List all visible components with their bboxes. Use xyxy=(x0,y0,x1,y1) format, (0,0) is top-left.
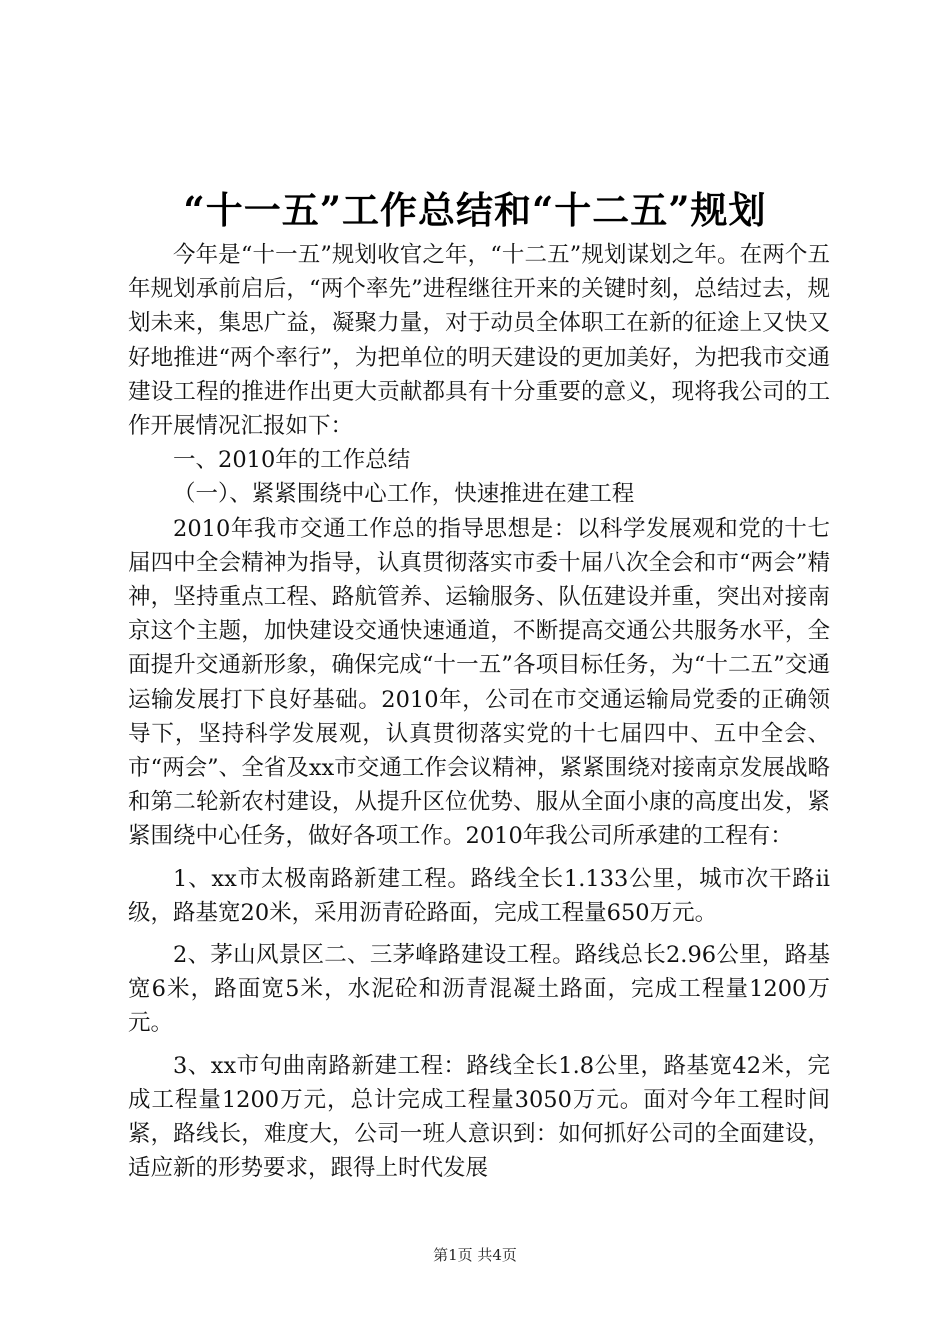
page-number-footer: 第1页 共4页 xyxy=(433,1246,517,1264)
intro-paragraph: 今年是“十一五”规划收官之年，“十二五”规划谋划之年。在两个五年规划承前启后，“两个率先”进程继往开来的关键时刻，总结过去，规划未来，集思广益，凝聚力量，对于动员全体职工在新的征途上又快又好地推进“两个率行”，为把单位的明天建设的更加美好，为把我市交通建设工程的推进作出更大贡献都具有十分重要的意义，现将我公司的工作开展情况汇报如下： xyxy=(128,242,830,440)
section-heading: 一、2010年的工作总结 xyxy=(173,447,411,474)
guideline-paragraph: 2010年我市交通工作总的指导思想是：以科学发展观和党的十七届四中全会精神为指导，认真贯彻落实市委十届八次全会和市“两会”精神，坚持重点工程、路航管养、运输服务、队伍建设并重，突出对接南京这个主题，加快建设交通快速通道，不断提高交通公共服务水平，全面提升交通新形象，确保完成“十一五”各项目标任务，为“十二五”交通运输发展打下良好基础。2010年，公司在市交通运输局党委的正确领导下，坚持科学发展观，认真贯彻落实党的十七届四中、五中全会、市“两会”、全省及xx市交通工作会议精神，紧紧围绕对接南京发展战略和第二轮新农村建设，从提升区位优势、服从全面小康的高度出发，紧紧围绕中心任务，做好各项工作。2010年我公司所承建的工程有： xyxy=(128,515,830,850)
document-body xyxy=(128,238,830,1185)
project-item-2: 2、茅山风景区二、三茅峰路建设工程。路线总长2.96公里，路基宽6米，路面宽5米，水泥砼和沥青混凝土路面，完成工程量1200万元。 xyxy=(128,942,830,1037)
project-item-3: 3、xx市句曲南路新建工程：路线全长1.8公里，路基宽42米，完成工程量1200万元，总计完成工程量3050万元。面对今年工程时间紧，路线长，难度大，公司一班人意识到：如何抓好公司的全面建设，适应新的形势要求，跟得上时代发展 xyxy=(128,1052,830,1182)
subsection-heading: （一）、紧紧围绕中心工作，快速推进在建工程 xyxy=(173,481,635,508)
project-item-1: 1、xx市太极南路新建工程。路线全长1.133公里，城市次干路ii级，路基宽20米，采用沥青砼路面，完成工程量650万元。 xyxy=(128,865,830,926)
document-title: “十一五”工作总结和“十二五”规划 xyxy=(183,188,767,232)
